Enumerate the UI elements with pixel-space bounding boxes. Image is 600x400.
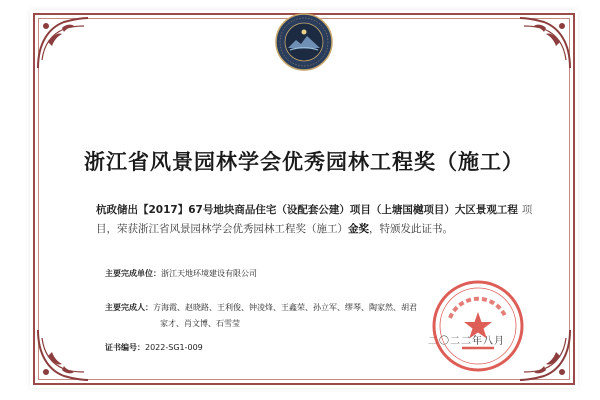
official-seal-icon [430, 278, 526, 374]
award-statement: 目，荣获浙江省风景园林学会优秀园林工程奖（施工） [96, 223, 348, 235]
main-unit-value: 浙江天地环境建设有限公司 [161, 269, 257, 278]
main-persons-line1: 方海霞、赵晓路、王利俊、钟凌烽、王鑫荣、孙立军、缪琴、陶家然、胡君 [153, 303, 417, 312]
award-closing: ，特颁发此证书。 [369, 223, 453, 235]
main-persons-line2: 家才、肖文博、石雪莹 [160, 319, 240, 328]
certificate-body-line1 [96, 202, 566, 217]
corner-ornament-icon [34, 326, 92, 384]
corner-ornament-icon [516, 14, 574, 72]
main-unit-label: 主要完成单位： [105, 269, 161, 278]
main-unit [105, 268, 257, 279]
society-emblem-icon [274, 12, 334, 72]
corner-ornament-icon [34, 14, 92, 72]
main-persons-label: 主要完成人： [105, 303, 153, 312]
certificate-title: 浙江省风景园林学会优秀园林工程奖（施工） [84, 149, 524, 174]
award-level: 金奖 [348, 223, 369, 235]
certificate-number-value: 2022-SG1-009 [145, 343, 203, 352]
certificate-body-line2 [96, 221, 566, 236]
project-suffix: 项 [521, 204, 533, 216]
project-name: 杭政储出【2017】67号地块商品住宅（设配套公建）项目（上塘国樾项目）大区景观工程 [96, 204, 518, 216]
certificate-number-label: 证书编号： [105, 343, 145, 352]
certificate [30, 10, 578, 388]
issue-date: 二〇二二年八月 [428, 336, 505, 347]
main-persons [105, 302, 417, 313]
certificate-number [105, 342, 203, 353]
